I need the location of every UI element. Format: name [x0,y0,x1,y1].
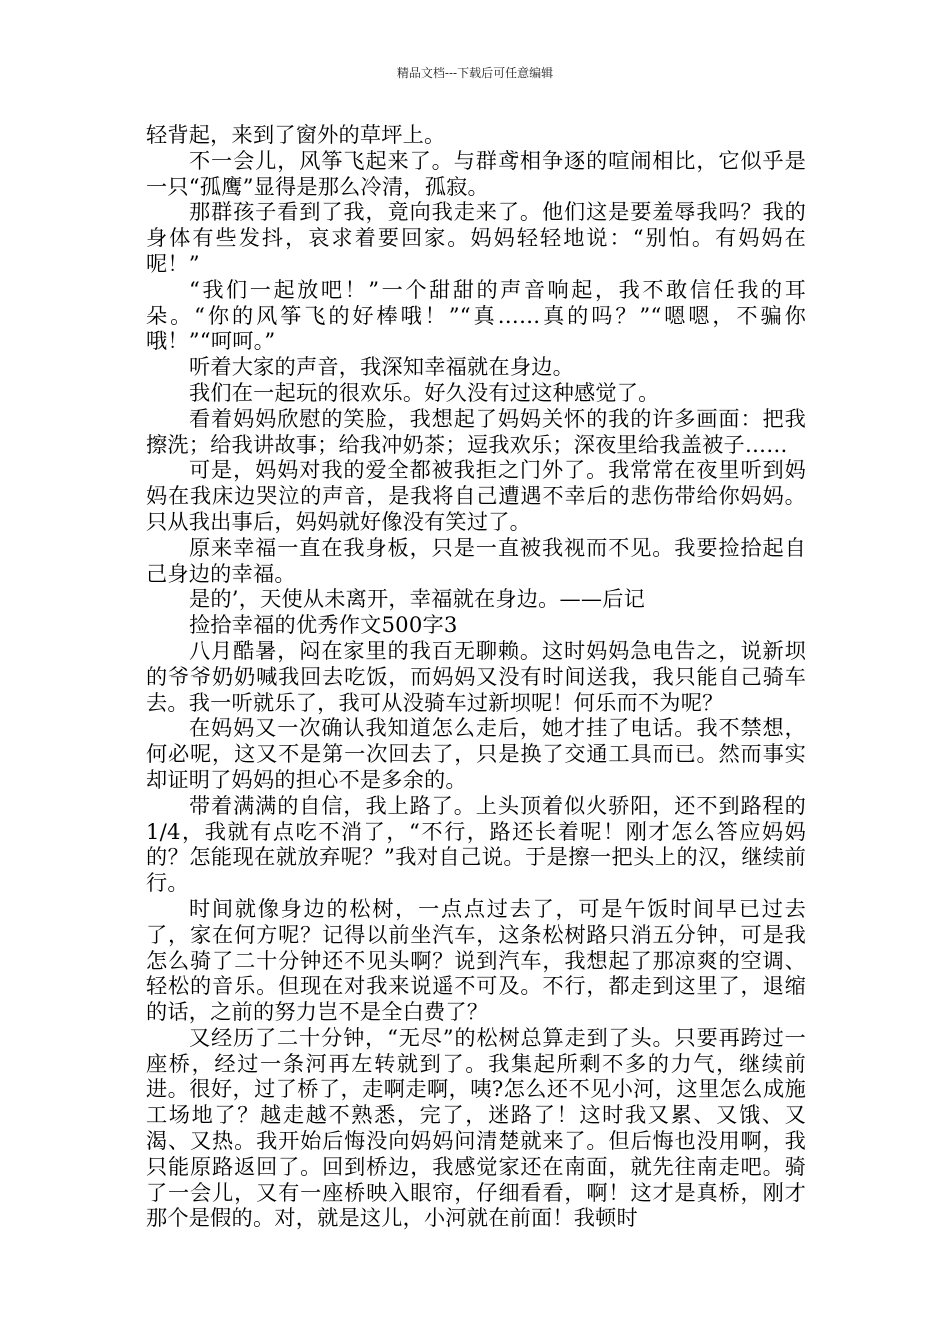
paragraph: 是的’，天使从未离开，幸福就在身边。——后记 [189,586,646,612]
paragraph: 听着大家的声音，我深知幸福就在身边。 [189,354,574,380]
paragraph: 又经历了二十分钟，“无尽”的松树总算走到了头。只要再跨过一座桥，经过一条河再左转就到了。我集起所剩不多的力气，继续前进。很好，过了桥了，走啊走啊，咦?怎么还不见小河，这里怎么成施工场地了？越走越不熟悉，完了，迷路了！这时我又累、又饿、又渴、又热。我开始后悔没向妈妈问清楚就来了。但后悔也没用啊，我只能原路返回了。回到桥边，我感觉家还在南面，就先往南走吧。骑了一会儿，又有一座桥映入眼帘，仔细看看，啊！这才是真桥，刚才那个是假的。对，就是这儿，小河就在前面！我顿时 [146,1024,806,1231]
paragraph: 轻背起，来到了窗外的草坪上。 [146,122,446,147]
paragraph: 不一会儿，风筝飞起来了。与群鸢相争逐的喧闹相比，它似乎是一只“孤鹰”显得是那么冷清，孤寂。 [146,147,806,199]
paragraph: 在妈妈又一次确认我知道怎么走后，她才挂了电话。我不禁想，何必呢，这又不是第一次回去了，只是换了交通工具而已。然而事实却证明了妈妈的担心不是多余的。 [146,715,806,792]
paragraph: 时间就像身边的松树，一点点过去了，可是午饭时间早已过去了，家在何方呢？记得以前坐汽车，这条松树路只消五分钟，可是我怎么骑了二十分钟还不见头啊？说到汽车，我想起了那凉爽的空调、轻松的音乐。但现在对我来说遥不可及。不行，都走到这里了，退缩的话，之前的努力岂不是全白费了？ [146,895,806,1025]
essay-body [146,122,806,1231]
page-header: 精品文档---下载后可任意编辑 [396,66,554,80]
paragraph: “我们一起放吧！”一个甜甜的声音响起，我不敢信任我的耳朵。“你的风筝飞的好棒哦！”“真……真的吗？”“嗯嗯，不骗你哦！”“呵呵。” [146,276,806,354]
paragraph: 那群孩子看到了我，竟向我走来了。他们这是要羞辱我吗？我的身体有些发抖，哀求着要回家。妈妈轻轻地说：“别怕。有妈妈在呢！” [146,199,806,276]
paragraph: 可是，妈妈对我的爱全都被我拒之门外了。我常常在夜里听到妈妈在我床边哭泣的声音，是我将自己遭遇不幸后的悲伤带给你妈妈。只从我出事后，妈妈就好像没有笑过了。 [146,457,806,534]
paragraph: 看着妈妈欣慰的笑脸，我想起了妈妈关怀的我的许多画面：把我擦洗；给我讲故事；给我冲奶茶；逗我欢乐；深夜里给我盖被子…… [146,405,806,457]
paragraph: 我们在一起玩的很欢乐。好久没有过这种感觉了。 [189,379,660,405]
paragraph: 原来幸福一直在我身板，只是一直被我视而不见。我要捡拾起自己身边的幸福。 [146,534,806,586]
paragraph: 带着满满的自信，我上路了。上头顶着似火骄阳，还不到路程的1/4，我就有点吃不消了，“不行，路还长着呢！刚才怎么答应妈妈的？怎能现在就放弃呢？”我对自己说。于是擦一把头上的汉，继续前行。 [146,792,806,896]
paragraph: 八月酷暑，闷在家里的我百无聊赖。这时妈妈急电告之，说新坝的爷爷奶奶喊我回去吃饭，而妈妈又没有时间送我，我只能自己骑车去。我一听就乐了，我可从没骑车过新坝呢！何乐而不为呢？ [146,637,806,715]
paragraph: 捡拾幸福的优秀作文500字3 [189,612,458,638]
